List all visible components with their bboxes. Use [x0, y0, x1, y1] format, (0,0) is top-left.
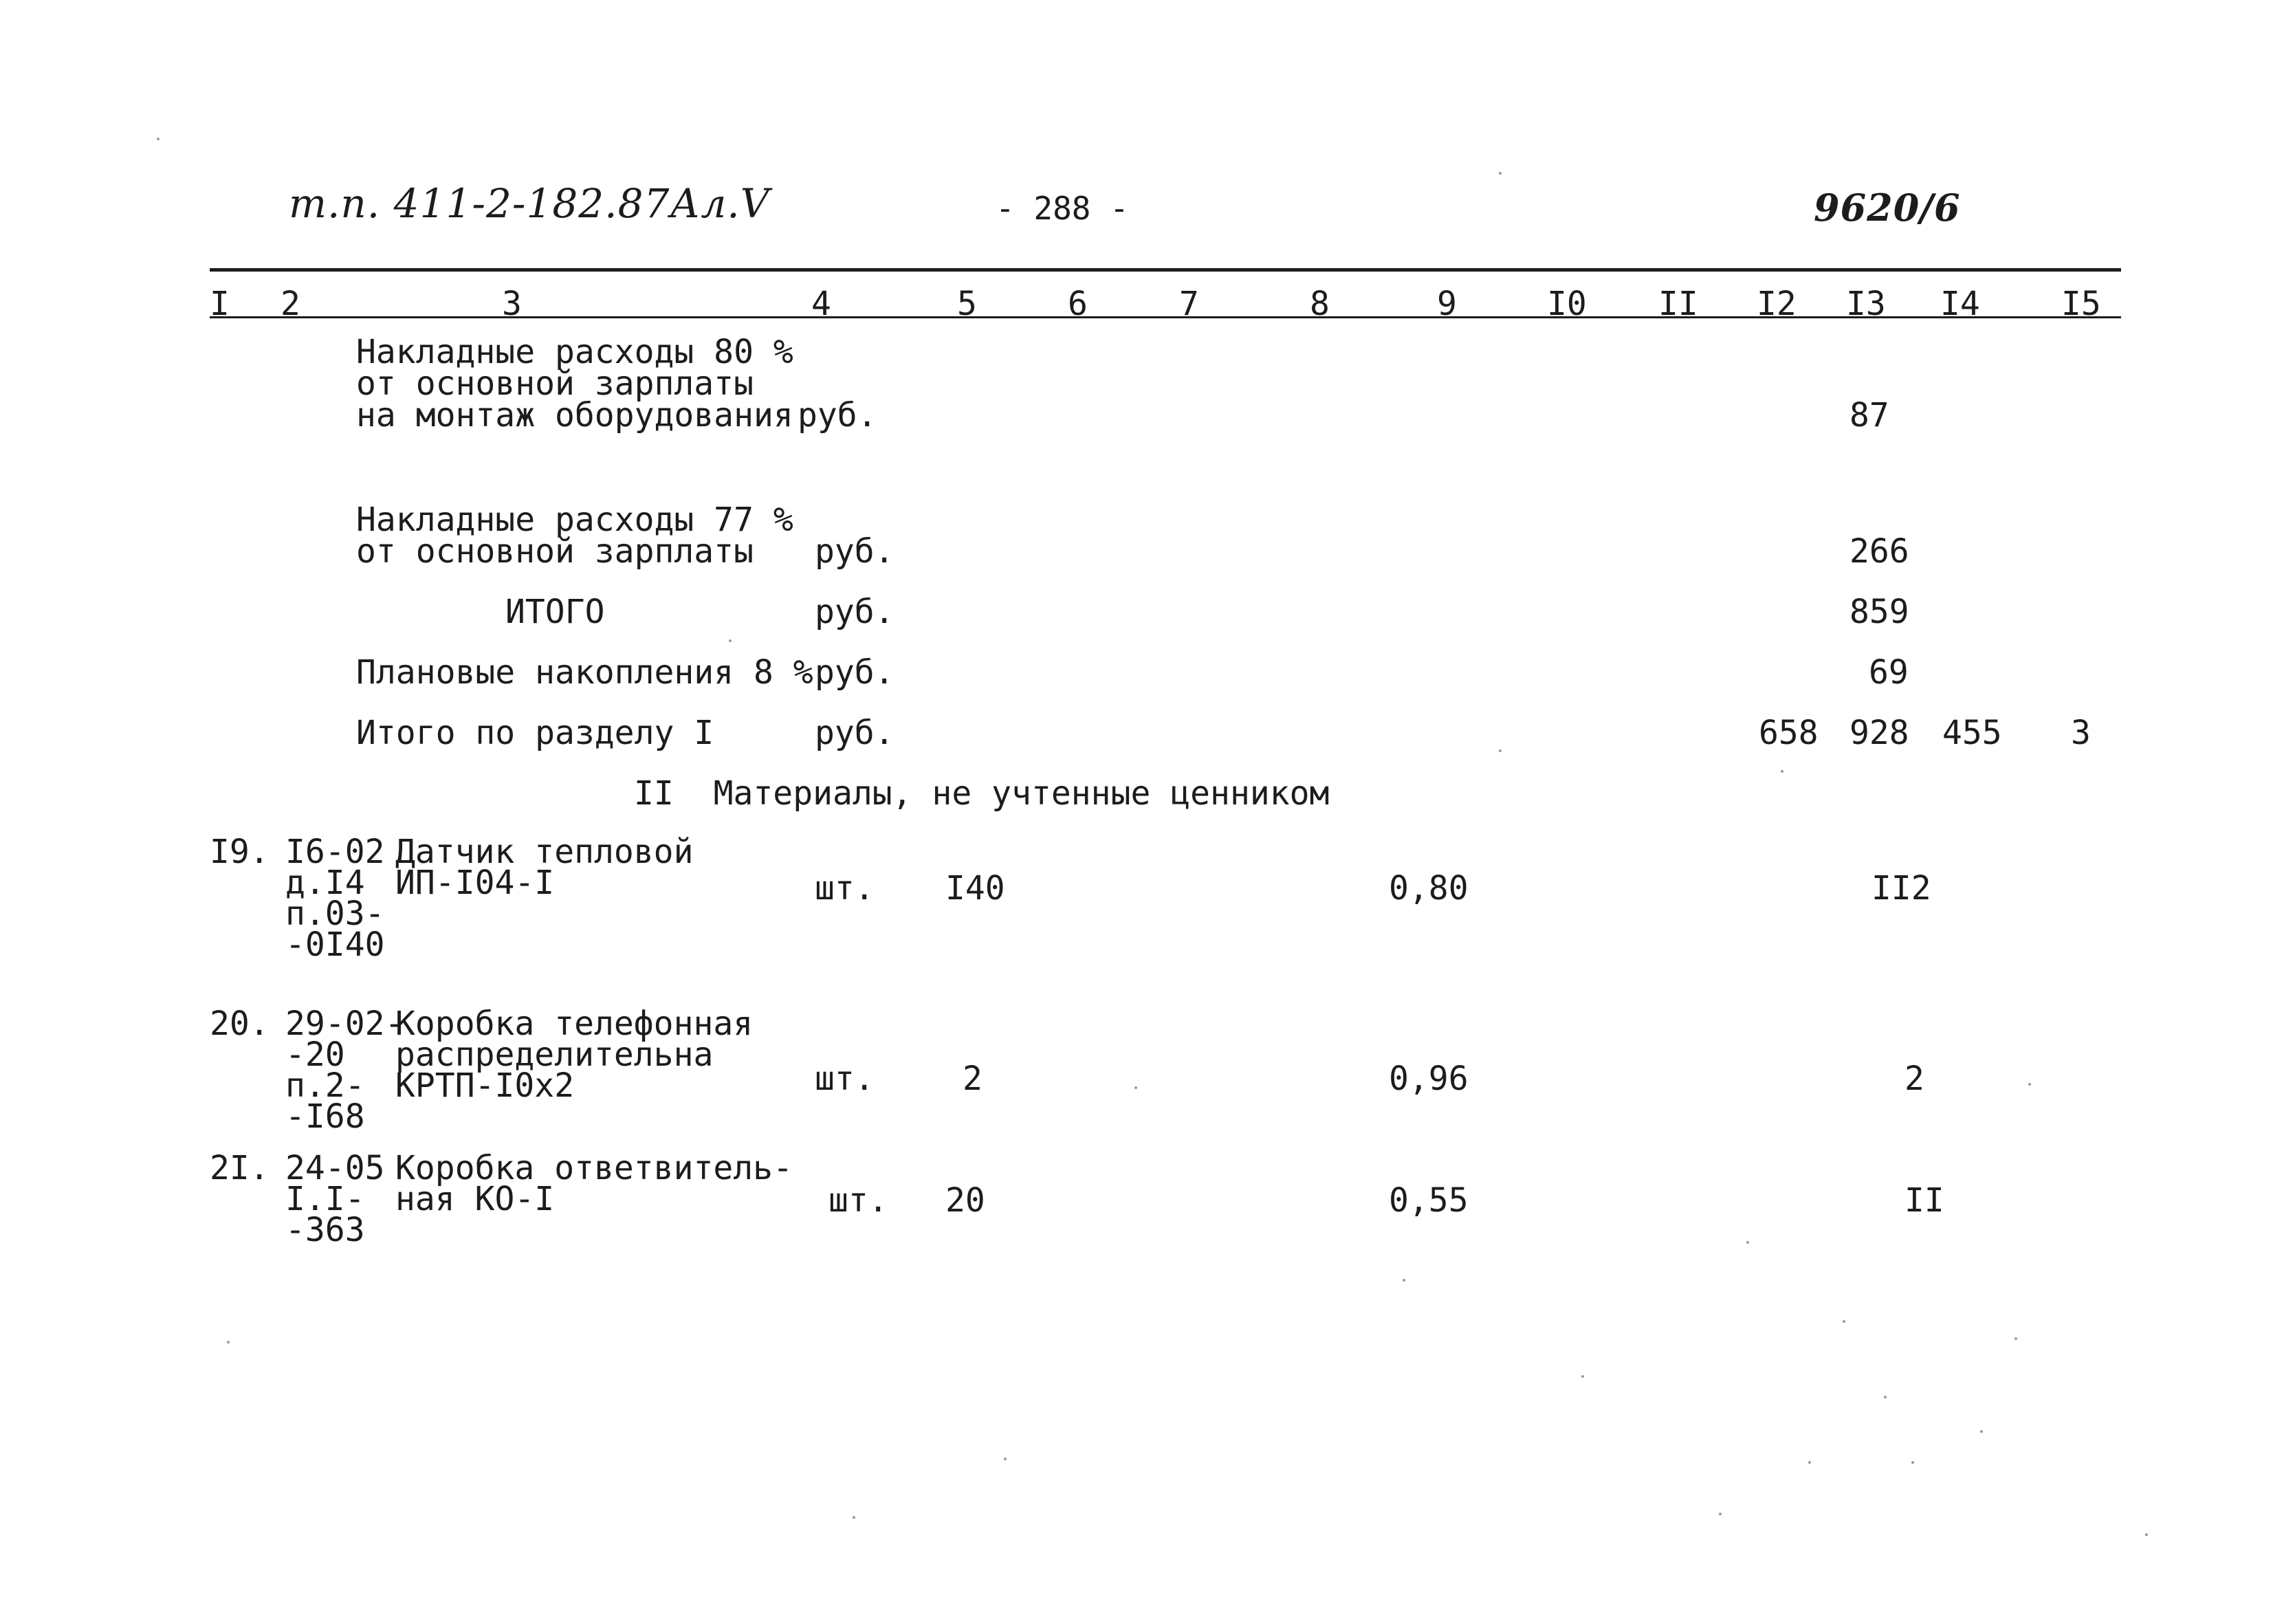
item-name: ИП-I04-I — [395, 864, 555, 902]
column-number: II — [1658, 285, 1698, 323]
column-number: 7 — [1179, 285, 1199, 323]
page-number: - 288 - — [996, 190, 1129, 227]
item-code: п.03- — [285, 895, 385, 933]
item-name: распределительна — [395, 1035, 714, 1074]
value-col-12: 658 — [1759, 714, 1819, 752]
item-name: КРТП-I0х2 — [395, 1066, 575, 1105]
row-text: Накладные расходы 80 % — [356, 333, 793, 371]
column-header-rule — [210, 316, 2121, 318]
row-text: Итого по разделу I — [356, 714, 714, 752]
value-col-13: 928 — [1849, 714, 1909, 752]
doc-code: т.п. 411-2-182.87Ал.V — [289, 180, 770, 227]
item-number: 2I. — [210, 1149, 270, 1187]
item-code: д.I4 — [285, 864, 365, 902]
item-code: 24-05 — [285, 1149, 385, 1187]
item-name: Коробка телефонная — [395, 1005, 754, 1043]
item-name: Коробка ответвитель- — [395, 1149, 793, 1187]
row-text: на монтаж оборудования — [356, 396, 793, 435]
item-name: ная КО-I — [395, 1180, 555, 1218]
value-col-13: II2 — [1871, 869, 1931, 908]
row-text: ИТОГО — [505, 593, 605, 631]
column-number: I5 — [2061, 285, 2101, 323]
item-code: -20 — [285, 1035, 345, 1074]
column-number: 4 — [811, 285, 831, 323]
column-number: 2 — [281, 285, 300, 323]
row-text: Плановые накопления 8 % — [356, 653, 813, 692]
value-col-13: II — [1904, 1181, 1944, 1220]
item-name: Датчик тепловой — [395, 833, 694, 871]
section-title: II Материалы, не учтенные ценником — [634, 774, 1330, 813]
unit-cell: руб. — [798, 396, 877, 435]
sheet-code: 9620/6 — [1814, 186, 1961, 230]
price-cell: 0,80 — [1389, 869, 1469, 908]
value-col-15: 3 — [2071, 714, 2091, 752]
price-cell: 0,55 — [1389, 1181, 1469, 1220]
value-col-13: 69 — [1869, 653, 1909, 692]
table-top-rule — [210, 268, 2121, 272]
item-code: -I68 — [285, 1097, 365, 1136]
item-number: I9. — [210, 833, 270, 871]
row-text: от основной зарплаты — [356, 532, 754, 571]
unit-cell: шт. — [815, 869, 875, 908]
unit-cell: руб. — [815, 532, 894, 571]
column-number: 3 — [502, 285, 522, 323]
item-code: -363 — [285, 1211, 365, 1249]
column-number: 8 — [1310, 285, 1330, 323]
column-number: I0 — [1547, 285, 1587, 323]
item-code: 29-02- — [285, 1005, 405, 1043]
row-text: от основной зарплаты — [356, 364, 754, 403]
price-cell: 0,96 — [1389, 1060, 1469, 1098]
item-code: -0I40 — [285, 925, 385, 964]
quantity-cell: 20 — [945, 1181, 985, 1220]
quantity-cell: I40 — [945, 869, 1005, 908]
value-col-13: 266 — [1849, 532, 1909, 571]
item-number: 20. — [210, 1005, 270, 1043]
item-code: I.I- — [285, 1180, 365, 1218]
column-number: I4 — [1940, 285, 1980, 323]
unit-cell: руб. — [815, 593, 894, 631]
unit-cell: руб. — [815, 714, 894, 752]
item-code: п.2- — [285, 1066, 365, 1105]
value-col-13: 2 — [1904, 1060, 1924, 1098]
unit-cell: руб. — [815, 653, 894, 692]
unit-cell: шт. — [815, 1060, 875, 1098]
column-number: 5 — [957, 285, 977, 323]
column-number: I — [210, 285, 230, 323]
column-number: I2 — [1757, 285, 1797, 323]
unit-cell: шт. — [828, 1181, 888, 1220]
value-col-13: 87 — [1849, 396, 1889, 435]
value-col-13: 859 — [1849, 593, 1909, 631]
column-number: I3 — [1846, 285, 1886, 323]
column-number: 6 — [1068, 285, 1088, 323]
quantity-cell: 2 — [963, 1060, 982, 1098]
item-code: I6-02 — [285, 833, 385, 871]
row-text: Накладные расходы 77 % — [356, 501, 793, 539]
value-col-14: 455 — [1942, 714, 2002, 752]
column-number: 9 — [1437, 285, 1457, 323]
